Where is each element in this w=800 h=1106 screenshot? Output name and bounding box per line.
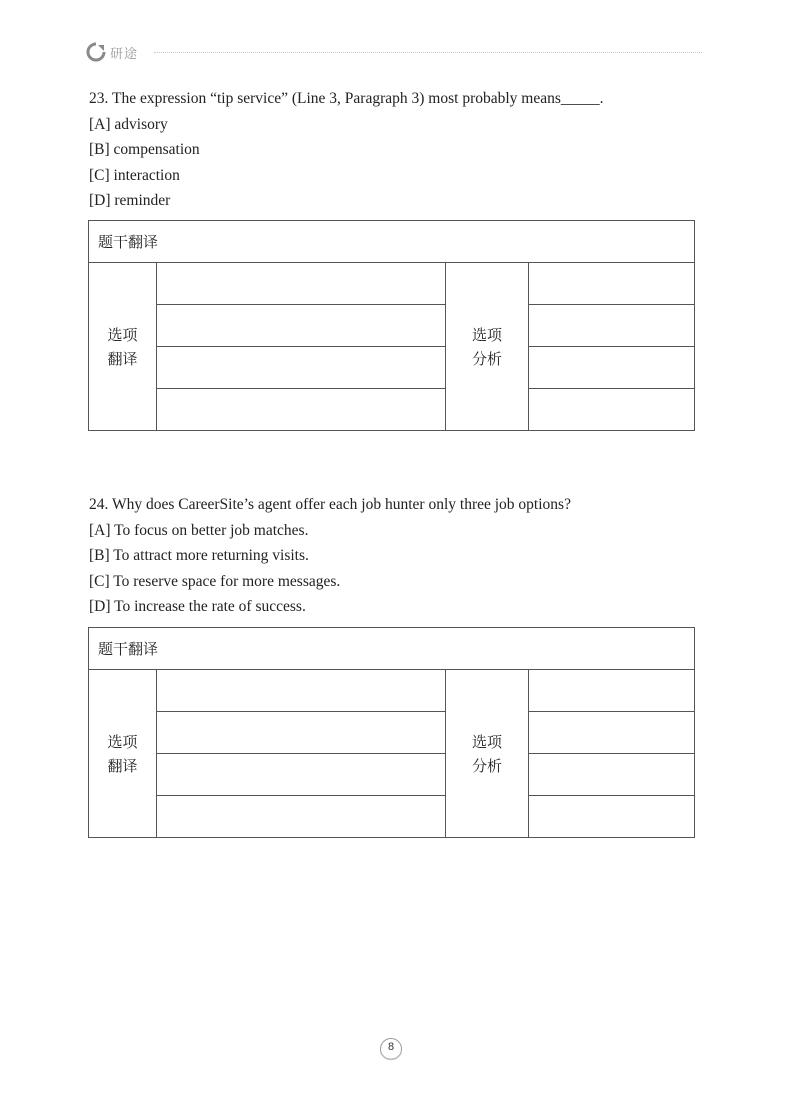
stem-translation-title: 题干翻译 — [89, 628, 695, 670]
header-divider — [154, 52, 702, 53]
analysis-cell[interactable] — [529, 754, 695, 796]
question-23 — [89, 86, 709, 214]
option-c: [C] interaction — [89, 166, 180, 184]
analysis-cell[interactable] — [529, 389, 695, 431]
analysis-cell[interactable] — [529, 263, 695, 305]
option-translation-label: 选项 翻译 — [89, 670, 157, 838]
translation-cell[interactable] — [157, 754, 446, 796]
page-number: 8 — [387, 1041, 395, 1053]
translation-cell[interactable] — [157, 796, 446, 838]
logo-text: 研途 — [110, 46, 139, 62]
option-b: [B] compensation — [89, 141, 200, 158]
option-c: [C] To reserve space for more messages. — [89, 572, 341, 590]
analysis-cell[interactable] — [529, 305, 695, 347]
answer-table-23 — [88, 220, 695, 431]
page-number-badge — [378, 1036, 404, 1062]
option-analysis-label: 选项 分析 — [446, 263, 529, 431]
analysis-cell[interactable] — [529, 712, 695, 754]
option-d: [D] reminder — [89, 192, 171, 209]
translation-cell[interactable] — [157, 347, 446, 389]
analysis-cell[interactable] — [529, 347, 695, 389]
option-d: [D] To increase the rate of success. — [89, 598, 306, 615]
answer-table-24 — [88, 627, 695, 838]
logo-swirl-icon — [86, 42, 106, 62]
option-analysis-label: 选项 分析 — [446, 670, 529, 838]
translation-cell[interactable] — [157, 263, 446, 305]
analysis-cell[interactable] — [529, 670, 695, 712]
option-a: [A] To focus on better job matches. — [89, 521, 309, 539]
option-a: [A] advisory — [89, 115, 168, 133]
translation-cell[interactable] — [157, 305, 446, 347]
option-b: [B] To attract more returning visits. — [89, 547, 309, 564]
option-translation-label: 选项 翻译 — [89, 263, 157, 431]
page-header — [86, 40, 702, 64]
question-stem: 23. The expression “tip service” (Line 3, Paragraph 3) most probably means_____. — [89, 90, 604, 107]
stem-translation-title: 题干翻译 — [89, 221, 695, 263]
translation-cell[interactable] — [157, 389, 446, 431]
analysis-cell[interactable] — [529, 796, 695, 838]
translation-cell[interactable] — [157, 712, 446, 754]
question-24 — [89, 492, 709, 620]
question-stem: 24. Why does CareerSite’s agent offer each job hunter only three job options? — [89, 496, 571, 513]
translation-cell[interactable] — [157, 670, 446, 712]
